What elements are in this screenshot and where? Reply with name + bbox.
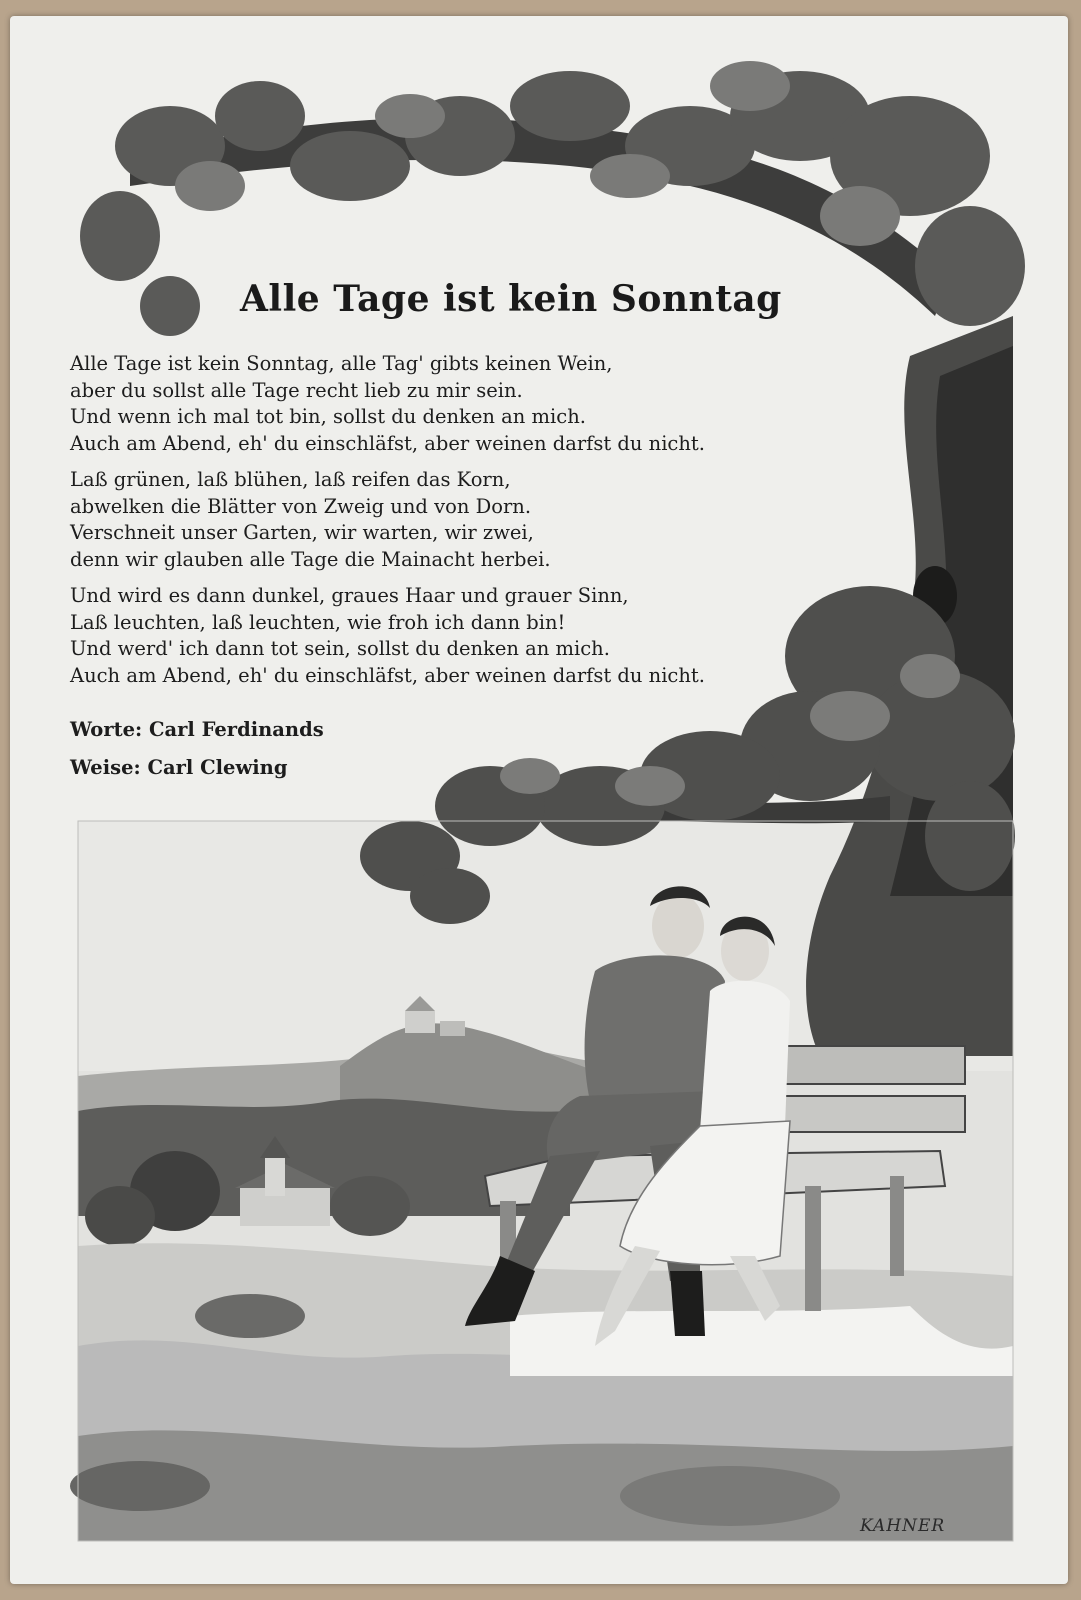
stanza-1: [70, 351, 810, 457]
lyricist-credit: Worte: Carl Ferdinands: [70, 718, 324, 741]
lyric-line: Laß grünen, laß blühen, laß reifen das Korn,: [70, 468, 511, 491]
lyric-line: Auch am Abend, eh' du einschläfst, aber weinen darfst du nicht.: [70, 663, 705, 687]
lyric-line: Verschneit unser Garten, wir warten, wir zwei,: [70, 521, 534, 544]
song-credits: [70, 711, 324, 787]
lyric-line: aber du sollst alle Tage recht lieb zu mir sein.: [70, 378, 523, 402]
lyric-line: Und werd' ich dann tot sein, sollst du denken an mich.: [70, 637, 610, 660]
lyric-line: Und wenn ich mal tot bin, sollst du denken an mich.: [70, 405, 586, 428]
page-title: Alle Tage ist kein Sonntag: [240, 278, 782, 320]
song-lyrics: [70, 351, 810, 699]
lyric-line: Und wird es dann dunkel, graues Haar und grauer Sinn,: [70, 584, 629, 607]
lyric-line: Auch am Abend, eh' du einschläfst, aber weinen darfst du nicht.: [70, 431, 705, 455]
stanza-2: [70, 467, 810, 573]
lyric-line: Laß leuchten, laß leuchten, wie froh ich dann bin!: [70, 610, 566, 634]
postcard: [10, 16, 1068, 1584]
lyric-line: denn wir glauben alle Tage die Mainacht herbei.: [70, 547, 551, 571]
lyric-line: abwelken die Blätter von Zweig und von Dorn.: [70, 494, 532, 518]
composer-credit: Weise: Carl Clewing: [70, 756, 288, 779]
lyric-line: Alle Tage ist kein Sonntag, alle Tag' gibts keinen Wein,: [70, 352, 613, 375]
illustration: [10, 16, 1068, 1584]
stanza-3: [70, 583, 810, 689]
artist-signature: KAHNER: [860, 1516, 946, 1536]
